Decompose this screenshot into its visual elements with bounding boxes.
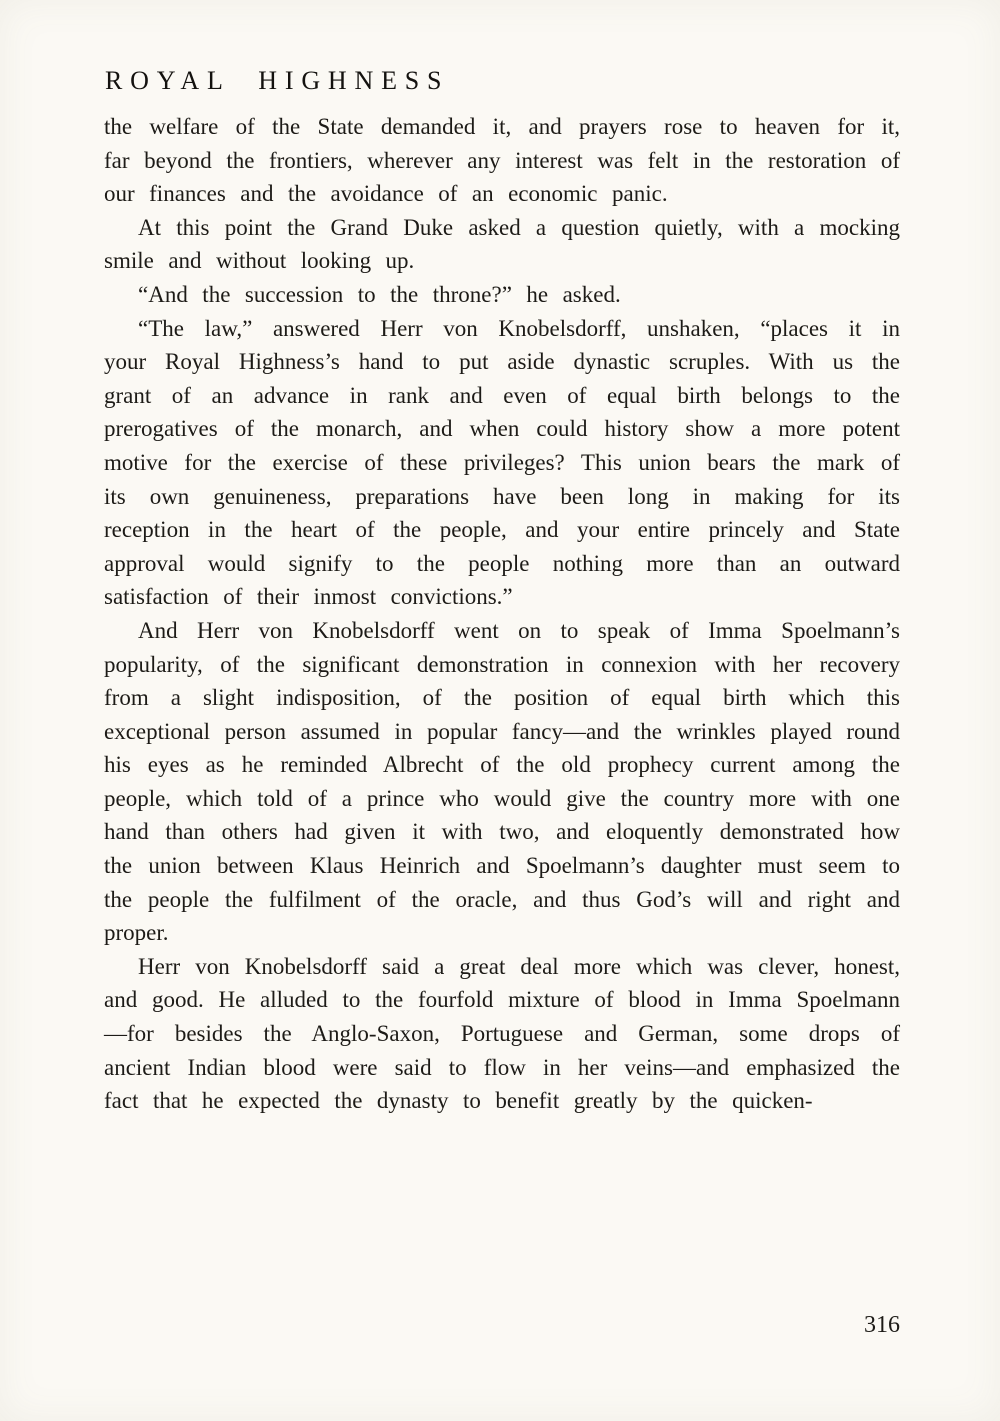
paragraph: At this point the Grand Duke asked a question quietly, with a mocking smile and without looking up. <box>104 214 900 274</box>
paragraph: “The law,” answered Herr von Knobelsdorff, unshaken, “places it in your Royal Highness’s hand to put aside dynastic scruples. With us the grant of an advance in rank and even of equal birth belongs to the prerogatives of the monarch, and when could history show a more potent motive for the exercise of these privileges? This union bears the mark of its own genuineness, preparations have been long in making for its reception in the heart of the people, and your entire princely and State approval would signify to the people nothing more than an outward satisfaction of their inmost convictions.” <box>104 315 900 610</box>
paragraph: Herr von Knobelsdorff said a great deal more which was clever, honest, and good. He alluded to the fourfold mixture of blood in Imma Spoelmann—for besides the Anglo-Saxon, Portuguese and German, some drops of ancient Indian blood were said to flow in her veins—and emphasized the fact that he expected the dynasty to benefit greatly by the quicken- <box>104 953 900 1114</box>
page-text <box>104 110 900 1118</box>
paragraph: the welfare of the State demanded it, and prayers rose to heaven for it, far beyond the frontiers, wherever any interest was felt in the restoration of our finances and the avoidance of an economic panic. <box>104 114 900 207</box>
page-number: 316 <box>864 1312 900 1338</box>
paragraph: And Herr von Knobelsdorff went on to speak of Imma Spoelmann’s popularity, of the significant demonstration in connexion with her recovery from a slight indisposition, of the position of equal birth which this exceptional person assumed in popular fancy—and the wrinkles played round his eyes as he reminded Albrecht of the old prophecy current among the people, which told of a prince who would give the country more with one hand than others had given it with two, and eloquently demonstrated how the union between Klaus Heinrich and Spoelmann’s daughter must seem to the people the fulfilment of the oracle, and thus God’s will and right and proper. <box>104 617 900 946</box>
paragraph: “And the succession to the throne?” he asked. <box>138 281 621 307</box>
running-head: ROYAL HIGHNESS <box>105 66 450 95</box>
